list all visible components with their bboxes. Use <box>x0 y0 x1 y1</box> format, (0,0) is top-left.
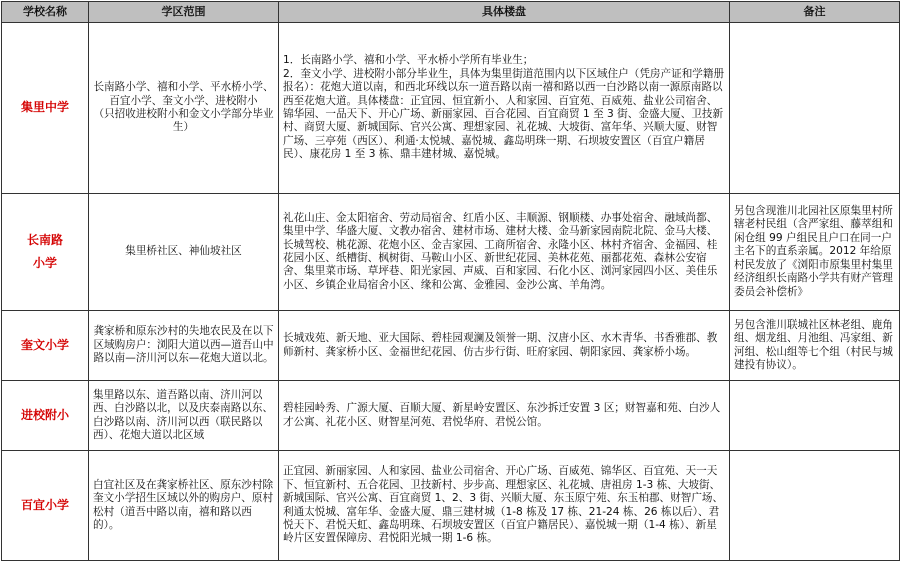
school-name: 进校附小 <box>20 407 69 422</box>
school-district-table <box>1 1 900 561</box>
estates-text-1: 1．长南路小学、禧和小学、平水桥小学所有毕业生； <box>283 54 534 67</box>
table-row <box>2 451 900 561</box>
table-row <box>2 381 900 451</box>
school-name: 百宜小学 <box>20 497 69 512</box>
table-row <box>2 311 900 381</box>
header-school: 学校名称 <box>2 2 89 23</box>
table-row <box>2 23 900 194</box>
school-name-cell <box>2 23 89 194</box>
note-cell <box>730 194 900 311</box>
header-row <box>2 2 900 23</box>
estates-text-1: 正宜园、新丽家园、人和家园、盐业公司宿舍、开心广场、百威苑、锦华区、百宜苑、天一天下、恒宜新村、五合花园、卫技新村、步步高、理想家区、礼花城、唐祖房 1-3 栋、大坡街、新城国际、官兴公寓、百宜商贸 1、2、3 街、兴顺大厦、东玉原宁苑、东玉柏郡、财智广场、利通太悦城、富年华、金盛大厦、鼎三建材城（1-8 栋及 17 栋、21-24 栋、26 栋以后）、君悦天下、君悦天虹、鑫岛明珠、石坝坡安置区（百宜户籍居民）、嘉悦城一期（1-4 栋）、新星岭片区安置保障房、君悦阳光城一期 1-6 栋。 <box>283 465 724 545</box>
header-estates: 具体楼盘 <box>279 2 730 23</box>
school-name-cell <box>2 311 89 381</box>
zone-cell <box>89 381 279 451</box>
note-cell <box>730 23 900 194</box>
note-cell <box>730 311 900 381</box>
zone-cell <box>89 194 279 311</box>
estates-cell <box>279 194 730 311</box>
note-text: 另包含现淮川北园社区原集里村所辖老村民组（含严家组、藤萃组和闲仓组 99 户组民且户口在同一户主名下的直系亲属。2012 年给原村民发放了《浏阳市原集里村集里经济组织长南路小学共有财产管理委员会补偿析》 <box>734 205 893 298</box>
school-name-line2: 小学 <box>32 256 57 270</box>
school-name: 长南路 <box>26 232 63 247</box>
zone-cell <box>89 23 279 194</box>
school-name-cell <box>2 381 89 451</box>
estates-cell <box>279 23 730 194</box>
zone-text: 龚家桥和原东沙村的失地农民及在以下区域购房户：浏阳大道以西—道吾山中路以南—济川河以东—花炮大道以北。 <box>93 325 274 365</box>
estates-text-2: 2．奎文小学、进校附小部分毕业生，具体为集里街道范围内以下区域住户（凭房产证和学籍册报名）：花炮大道以南，和西北环线以东一道吾路以南一禧和路以西一白沙路以南一源原南路以西至花炮大道。具体楼盘：正宜园、恒宜新小、人和家园、百宜苑、百威苑、盐业公司宿舍、锦华园、一品天下、开心广场、新丽家园、百合花园、百宜商贸 1 至 3 街、金盛大厦、卫技新村、商贸大厦、新城国际、官兴公寓、理想家园、礼花城、大坡街、富年华、兴顺大厦、财智广场、三亭苑（西区）、利通·太悦城、嘉悦城、鑫岛明珠一期、石坝坡安置区（百宜户籍居民）、康花房 1 至 3 栋、鼎丰建材城、嘉悦城。 <box>283 67 725 161</box>
zone-text: 长南路小学、禧和小学、平水桥小学、百宜小学、奎文小学、进校附小 <box>93 81 274 107</box>
estates-cell <box>279 451 730 561</box>
estates-cell <box>279 311 730 381</box>
zone-cell <box>89 451 279 561</box>
zone-text: 白宜社区及在龚家桥社区、原东沙村除奎文小学招生区域以外的购房户、原村松村（道吾中路以南，禧和路以西的）。 <box>93 478 274 531</box>
school-name: 集里中学 <box>20 100 69 115</box>
estates-cell <box>279 381 730 451</box>
header-zone: 学区范围 <box>89 2 279 23</box>
zone-text: 集里桥社区、神仙坡社区 <box>125 245 242 258</box>
zone-subtext: （只招收进校附小和金文小学部分毕业生） <box>93 108 274 134</box>
estates-text-1: 礼花山庄、金太阳宿舍、劳动局宿舍、红盾小区、丰顺源、钢顺楼、办事处宿舍、融域尚都、集里中学、华盛大厦、文教办宿舍、建材市场、建材大楼、金马新家园南院北院、金马大楼、长城驾校、桃花源、花炮小区、金吉家园、工商所宿舍、永隆小区、林村齐宿舍、金福园、桂花园小区、纸槽街、枫树街、马鞍山小区、新世纪花园、美林花苑、丽都花苑、森林公安宿舍、集里菜市场、草坪巷、阳光家园、声威、百和家园、石化小区、浏河家园四小区、美佳乐小区、乡镇企业局宿舍小区、缘和公寓、金雅园、金沙公寓、羊角湾。 <box>283 211 718 291</box>
estates-text-1: 长城戏苑、新天地、亚大国际、碧桂园观澜及领誉一期、汉唐小区、水木青华、书香雅郡、教师新村、龚家桥小区、金福世纪花园、仿古步行街、旺府家园、朝阳家园、龚家桥小场。 <box>283 332 718 358</box>
school-name: 奎文小学 <box>20 337 69 352</box>
zone-cell <box>89 311 279 381</box>
estates-text-1: 碧桂园岭秀、广源大厦、百顺大厦、新星岭安置区、东沙拆迁安置 3 区；财智嘉和苑、白沙人才公寓、礼花小区、财智星河苑、君悦华府、君悦公馆。 <box>283 402 721 428</box>
note-cell <box>730 381 900 451</box>
school-name-cell <box>2 451 89 561</box>
school-name-cell <box>2 194 89 311</box>
note-cell <box>730 451 900 561</box>
table-row <box>2 194 900 311</box>
header-note: 备注 <box>730 2 900 23</box>
note-text: 另包含淮川联城社区林老组、鹿角组、烟龙组、月池组、冯家组、新河组、松山组等七个组（村民与城建投有协议）。 <box>734 318 893 371</box>
zone-text: 集里路以东、道吾路以南、济川河以西、白沙路以北，以及庆泰南路以东、白沙路以南、济川河以西（联民路以西）、花炮大道以北区域 <box>93 388 274 441</box>
